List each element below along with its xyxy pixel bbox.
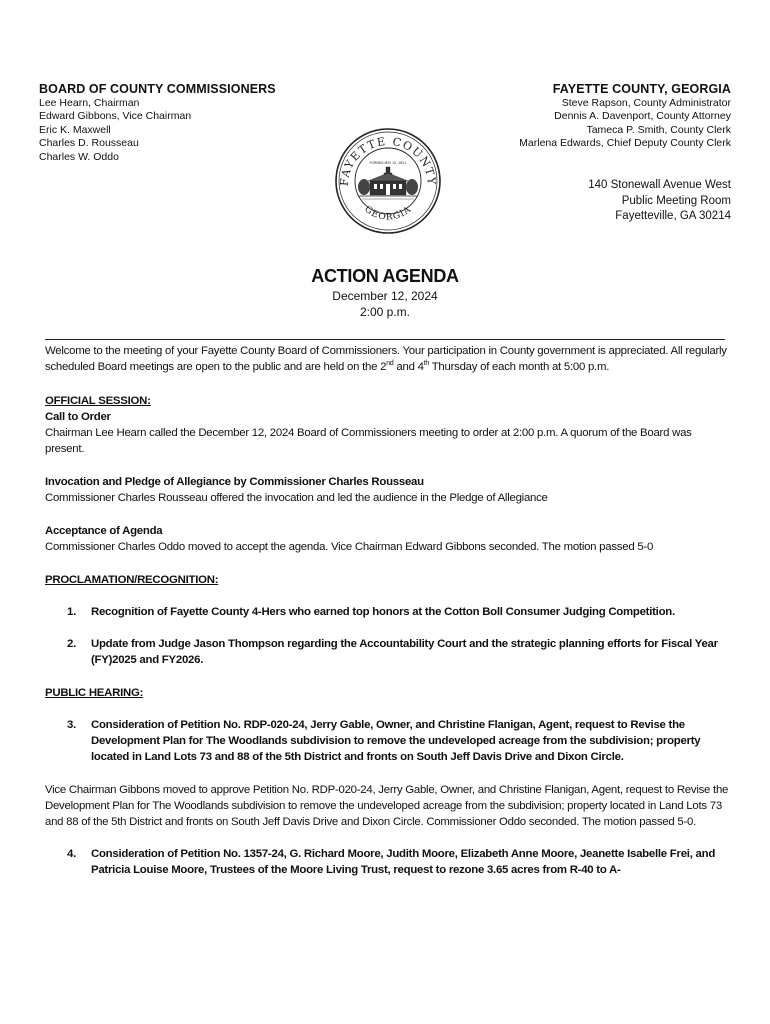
agenda-body <box>45 343 730 878</box>
welcome-paragraph <box>45 343 730 375</box>
acceptance-heading: Acceptance of Agenda <box>45 525 163 537</box>
county-title: FAYETTE COUNTY, GEORGIA <box>552 82 731 96</box>
welcome-text-2: and 4 <box>393 361 424 373</box>
item-3-action: Vice Chairman Gibbons moved to approve Petition No. RDP-020-24, Jerry Gable, Owner, and Christine Flanigan, Agent, request to Revise the Development Plan for The Woodlands subdivision to remove the undeveloped acreage from the subdivision; property located in Land Lots 73 and 88 of the 5th District and fronts on South Jeff Davis Drive and Dixon Circle. Commissioner Oddo seconded. The motion passed 5-0. <box>45 784 729 828</box>
welcome-text-1: Welcome to the meeting of your Fayette County Board of Commissioners. Your participation in County government is appreciated. All regularly scheduled Board meetings are open to the public and are held on the 2 <box>45 345 727 373</box>
item-number: 1. <box>67 606 76 618</box>
invocation-text: Commissioner Charles Rousseau offered the invocation and led the audience in the Pledge of Allegiance <box>45 492 548 504</box>
call-to-order-text: Chairman Lee Hearn called the December 12, 2024 Board of Commissioners meeting to order at 2:00 p.m. A quorum of the Board was present. <box>45 427 692 455</box>
county-seal-icon <box>334 127 442 235</box>
board-title: BOARD OF COUNTY COMMISSIONERS <box>39 82 276 96</box>
commissioner-maxwell: Eric K. Maxwell <box>39 123 111 136</box>
seal-top-text: FAYETTE COUNTY <box>337 134 439 187</box>
agenda-item-2 <box>67 636 730 668</box>
invocation-heading: Invocation and Pledge of Allegiance by Commissioner Charles Rousseau <box>45 476 424 488</box>
address-street: 140 Stonewall Avenue West <box>588 179 731 191</box>
welcome-sup-2: th <box>423 360 429 368</box>
acceptance-text: Commissioner Charles Oddo moved to accept the agenda. Vice Chairman Edward Gibbons seconded. The motion passed 5-0 <box>45 541 654 553</box>
item-text: Consideration of Petition No. 1357-24, G. Richard Moore, Judith Moore, Elizabeth Anne Moore, Jeanette Isabelle Frei, and Patricia Louise Moore, Trustees of the Moore Living Trust, request to rezone 3.65 acres from R-40 to A- <box>91 848 716 876</box>
page-title: ACTION AGENDA <box>311 266 459 286</box>
board-header <box>39 81 339 164</box>
deputy-county-clerk: Marlena Edwards, Chief Deputy County Clerk <box>519 137 731 150</box>
meeting-time: 2:00 p.m. <box>359 305 411 319</box>
official-session-heading: OFFICIAL SESSION: <box>45 395 151 407</box>
item-text: Recognition of Fayette County 4-Hers who earned top honors at the Cotton Boll Consumer Judging Competition. <box>91 606 675 618</box>
address-room: Public Meeting Room <box>621 194 731 207</box>
commissioner-rousseau: Charles D. Rousseau <box>39 137 139 150</box>
item-text: Consideration of Petition No. RDP-020-24, Jerry Gable, Owner, and Christine Flanigan, Agent, request to Revise the Development Plan for The Woodlands subdivision to remove the undeveloped acreage from the subdivision; property located in Land Lots 73 and 88 of the 5th District and fronts on South Jeff Davis Drive and Dixon Circle. <box>91 719 701 763</box>
agenda-item-4 <box>67 846 730 878</box>
welcome-sup-1: nd <box>386 360 394 368</box>
item-number: 4. <box>67 848 76 860</box>
item-number: 2. <box>67 638 76 650</box>
agenda-title-block <box>0 264 770 320</box>
seal-bottom-text: GEORGIA <box>362 204 414 223</box>
county-clerk: Tameca P. Smith, County Clerk <box>586 123 731 136</box>
proclamation-heading: PROCLAMATION/RECOGNITION: <box>45 574 219 586</box>
seal-inner-text: FORMED MAY 15, 1821 <box>369 161 407 165</box>
commissioner-vice-chairman: Edward Gibbons, Vice Chairman <box>39 110 192 123</box>
meeting-date: December 12, 2024 <box>332 289 438 303</box>
commissioner-oddo: Charles W. Oddo <box>39 150 119 163</box>
svg-text:GEORGIA <box>362 205 413 223</box>
county-attorney: Dennis A. Davenport, County Attorney <box>554 110 731 123</box>
address-city: Fayetteville, GA 30214 <box>615 210 731 222</box>
meeting-address <box>481 178 731 225</box>
title-divider <box>45 339 725 340</box>
agenda-item-1 <box>67 604 730 620</box>
commissioner-chairman: Lee Hearn, Chairman <box>39 97 140 109</box>
call-to-order-heading: Call to Order <box>45 411 111 423</box>
agenda-item-3 <box>67 717 730 765</box>
public-hearing-heading: PUBLIC HEARING: <box>45 687 144 699</box>
welcome-text-3: Thursday of each month at 5:00 p.m. <box>429 361 610 373</box>
county-administrator: Steve Rapson, County Administrator <box>561 97 731 109</box>
item-text: Update from Judge Jason Thompson regarding the Accountability Court and the strategic planning efforts for Fiscal Year (FY)2025 and FY2026. <box>91 638 718 666</box>
county-header <box>401 81 731 151</box>
item-number: 3. <box>67 719 76 731</box>
